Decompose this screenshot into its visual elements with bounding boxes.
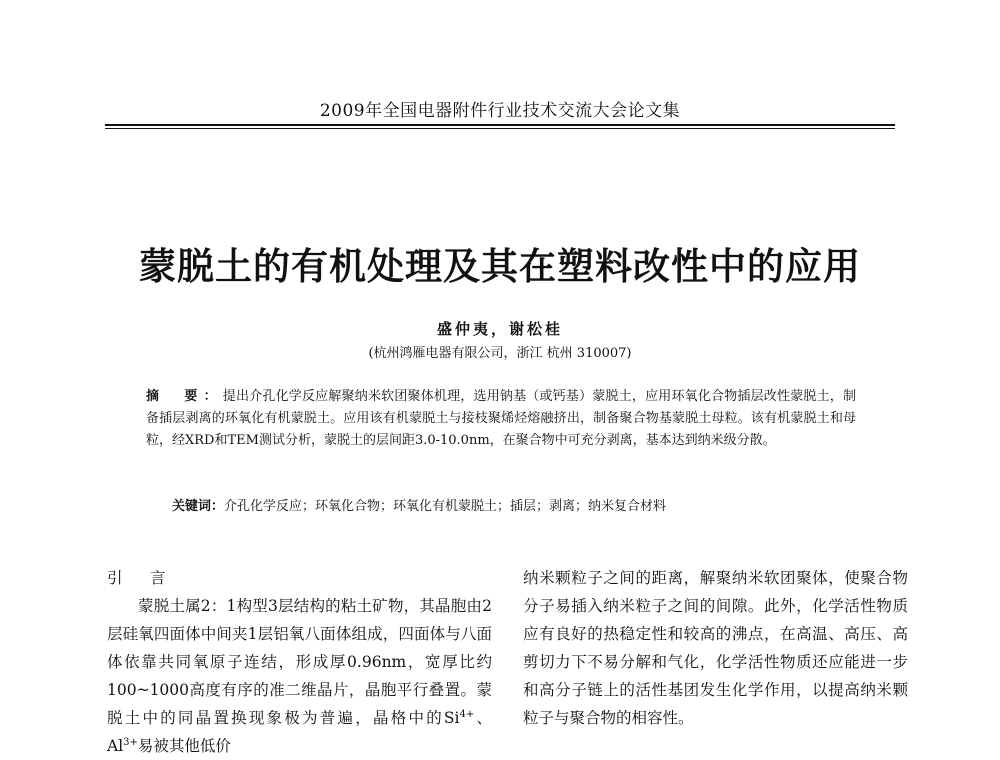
- body-column-right: [523, 564, 908, 732]
- paper-title: 蒙脱土的有机处理及其在塑料改性中的应用: [139, 244, 861, 288]
- body-column-left: [107, 564, 492, 760]
- si-charge-superscript: 4+: [459, 708, 475, 720]
- body-paragraph: [107, 592, 492, 760]
- paper-authors: 盛仲夷，谢松桂: [436, 320, 563, 338]
- header-rule-thin: [105, 128, 895, 129]
- keywords-text: 介孔化学反应；环氧化合物；环氧化有机蒙脱土；插层；剥离；纳米复合材料: [224, 499, 667, 514]
- paragraph-text-tail: 易被其他低价: [137, 737, 231, 755]
- keywords: [172, 496, 862, 518]
- paragraph-text-separator: 、Al: [107, 709, 492, 755]
- abstract: [146, 386, 856, 452]
- section-heading-introduction: 引 言: [107, 569, 172, 587]
- al-charge-superscript: 3+: [123, 736, 138, 748]
- body-paragraph-continued: 纳米颗粒子之间的距离，解聚纳米软团聚体，使聚合物分子易插入纳米粒子之间的间隙。此外，化学活性物质应有良好的热稳定性和较高的沸点，在高温、高压、高剪切力下不易分解和气化，化学活性物质还应能进一步和高分子链上的活性基团发生化学作用，以提高纳米颗粒子与聚合物的相容性。: [523, 569, 908, 727]
- abstract-label: 摘 要：: [146, 389, 223, 404]
- paper-affiliation: (杭州鸿雁电器有限公司，浙江 杭州 310007): [368, 346, 632, 361]
- abstract-text: 提出介孔化学反应解聚纳米软团聚体机理，选用钠基（或钙基）蒙脱土，应用环氧化合物插层改性蒙脱土，制备插层剥离的环氧化有机蒙脱土。应用该有机蒙脱土与接枝聚烯烃熔融挤出，制备聚合物基蒙脱土母粒。该有机蒙脱土和母粒，经XRD和TEM测试分析，蒙脱土的层间距3.0-10.0nm，在聚合物中可充分剥离，基本达到纳米级分散。: [146, 389, 856, 448]
- header-rule-thick: [105, 124, 895, 126]
- paragraph-text: 蒙脱土属2：1构型3层结构的粘土矿物，其晶胞由2层硅氧四面体中间夹1层铝氧八面体组成，四面体与八面体依靠共同氧原子连结，形成厚0.96nm，宽厚比约100~1000高度有序的准二维晶片，晶胞平行叠置。蒙脱土中的同晶置换现象极为普遍，晶格中的Si: [107, 597, 492, 727]
- keywords-label: 关键词：: [172, 499, 225, 514]
- running-header: 2009年全国电器附件行业技术交流大会论文集: [319, 101, 681, 121]
